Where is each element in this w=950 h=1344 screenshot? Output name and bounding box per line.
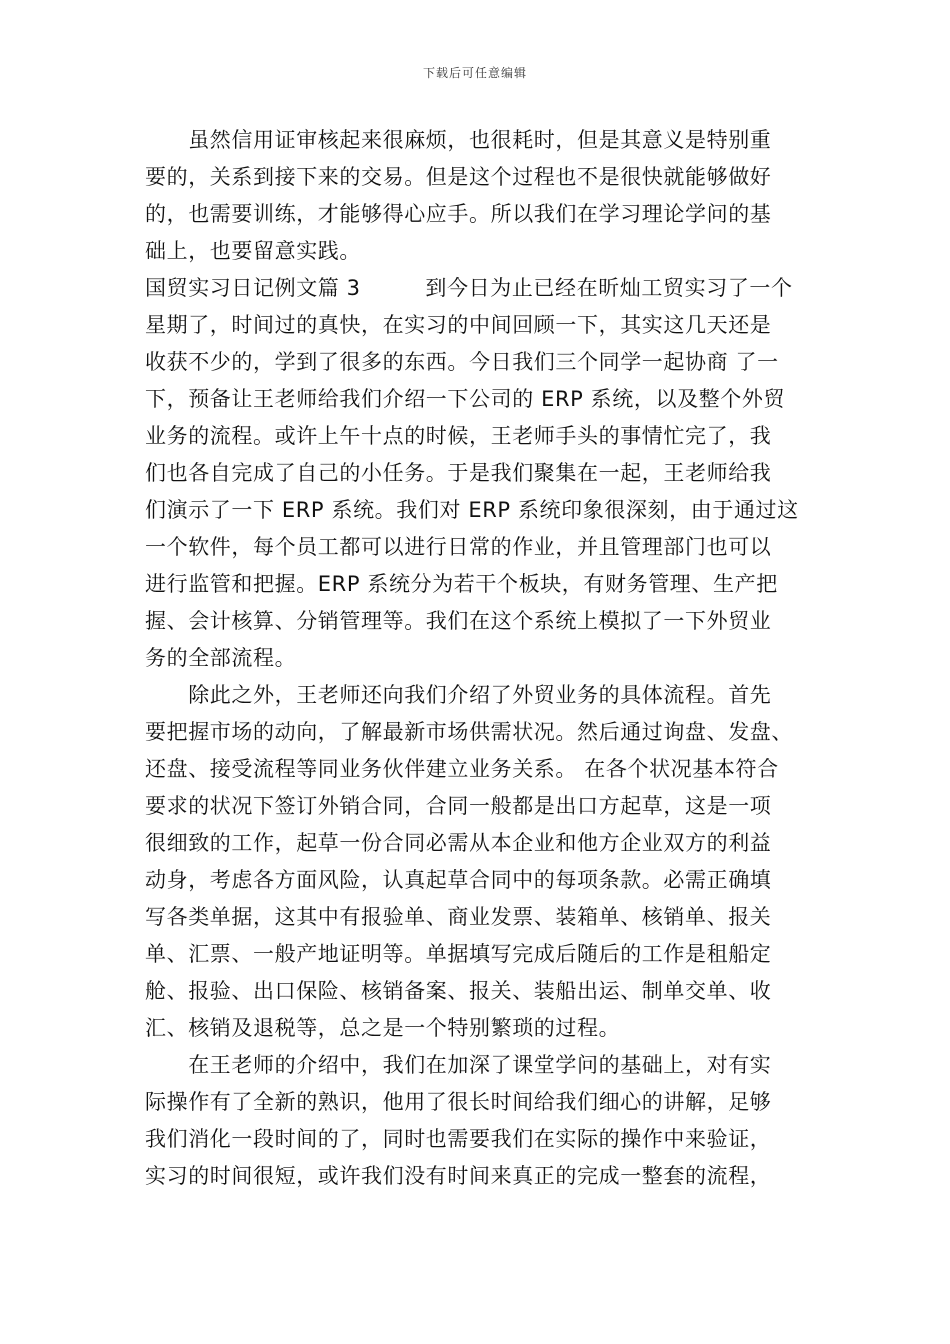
text-line: 星期了，时间过的真快，在实习的中间回顾一下，其实这几天还是	[145, 313, 772, 337]
text-line: 础上，也要留意实践。	[145, 239, 361, 263]
text-line: 动身，考虑各方面风险，认真起草合同中的每项条款。必需正确填	[145, 868, 772, 892]
text-line: 很细致的工作，起草一份合同必需从本企业和他方企业双方的利益	[145, 831, 772, 855]
text-line: 还盘、接受流程等同业务伙伴建立业务关系。 在各个状况基本符合	[145, 757, 779, 781]
text-line: 下，预备让王老师给我们介绍一下公司的 ERP 系统，以及整个外贸	[145, 387, 786, 411]
text-line: 的，也需要训练，才能够得心应手。所以我们在学习理论学问的基	[145, 202, 772, 226]
text-line: 除此之外，王老师还向我们介绍了外贸业务的具体流程。首先	[145, 683, 772, 707]
text-line: 际操作有了全新的熟识，他用了很长时间给我们细心的讲解，足够	[145, 1090, 772, 1114]
text-line: 要求的状况下签订外销合同，合同一般都是出口方起草，这是一项	[145, 794, 772, 818]
text-line: 实习的时间很短，或许我们没有时间来真正的完成一整套的流程，	[145, 1164, 772, 1188]
text-line: 业务的流程。或许上午十点的时候，王老师手头的事情忙完了，我	[145, 424, 772, 448]
text-line: 们也各自完成了自己的小任务。于是我们聚集在一起，王老师给我	[145, 461, 772, 485]
text-line: 收获不少的，学到了很多的东西。今日我们三个同学一起协商 了一	[145, 350, 779, 374]
text-line: 要把握市场的动向，了解最新市场供需状况。然后通过询盘、发盘、	[145, 720, 793, 744]
text-line: 们演示了一下 ERP 系统。我们对 ERP 系统印象很深刻，由于通过这	[145, 498, 799, 522]
text-line: 在王老师的介绍中，我们在加深了课堂学问的基础上，对有实	[145, 1053, 772, 1077]
text-line: 单、汇票、一般产地证明等。单据填写完成后随后的工作是租船定	[145, 942, 772, 966]
text-line: 舱、报验、出口保险、核销备案、报关、装船出运、制单交单、收	[145, 979, 772, 1003]
text-line: 写各类单据，这其中有报验单、商业发票、装箱单、核销单、报关	[145, 905, 772, 929]
text-line: 国贸实习日记例文篇 3 到今日为止已经在昕灿工贸实习了一个	[145, 276, 793, 300]
page-header: 下载后可任意编辑	[422, 66, 527, 80]
text-line: 汇、核销及退税等，总之是一个特别繁琐的过程。	[145, 1016, 621, 1040]
text-line: 要的，关系到接下来的交易。但是这个过程也不是很快就能够做好	[145, 165, 772, 189]
text-line: 务的全部流程。	[145, 646, 297, 670]
text-line: 虽然信用证审核起来很麻烦，也很耗时，但是其意义是特别重	[145, 128, 772, 152]
text-line: 进行监管和把握。ERP 系统分为若干个板块，有财务管理、生产把	[145, 572, 778, 596]
text-line: 我们消化一段时间的了，同时也需要我们在实际的操作中来验证，	[145, 1127, 772, 1151]
document-body	[145, 122, 810, 1195]
text-line: 一个软件，每个员工都可以进行日常的作业，并且管理部门也可以	[145, 535, 772, 559]
text-line: 握、会计核算、分销管理等。我们在这个系统上模拟了一下外贸业	[145, 609, 772, 633]
